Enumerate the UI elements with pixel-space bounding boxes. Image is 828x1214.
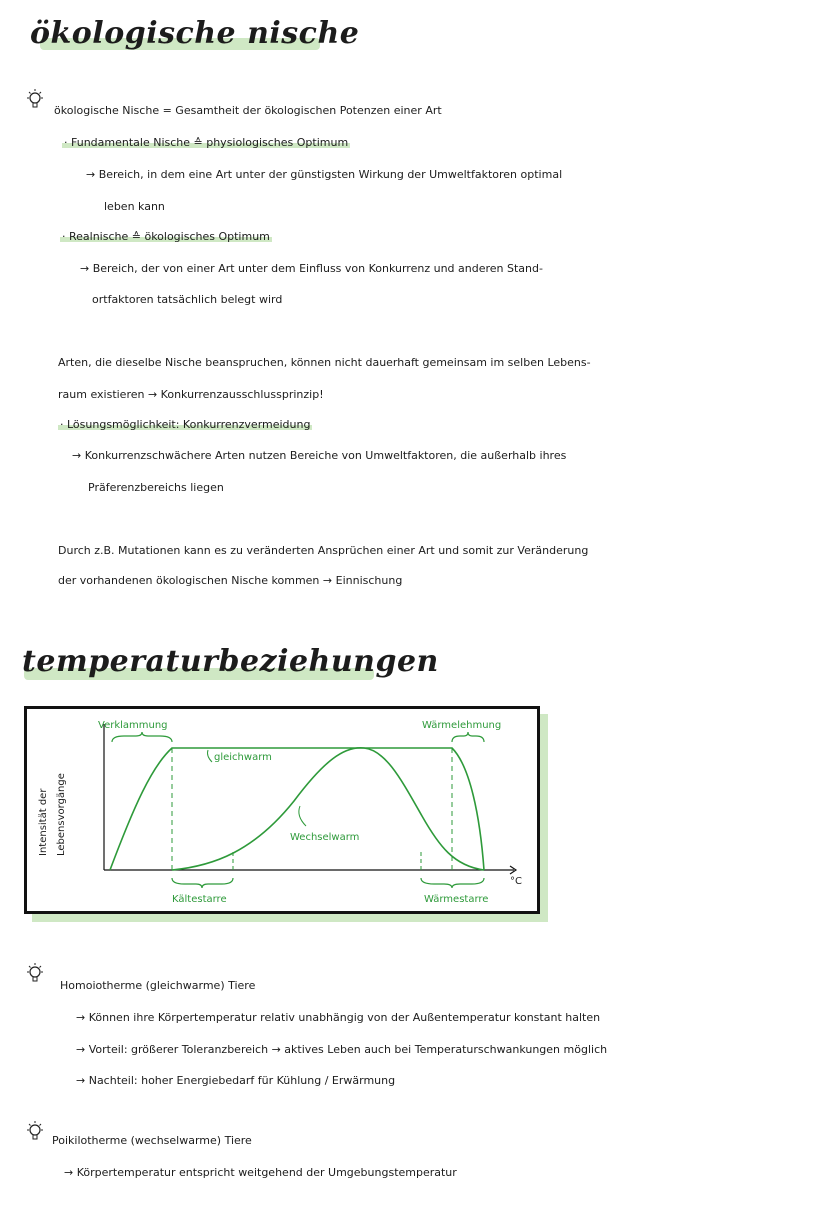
homoiotherm-title: Homoiotherme (gleichwarme) Tiere	[60, 979, 256, 992]
y-axis-label-1: Intensität der	[38, 788, 49, 856]
competition-text-2: raum existieren → Konkurrenzausschlussprinzip!	[58, 388, 324, 401]
label-wechselwarm: Wechselwarm	[290, 832, 360, 843]
realized-niche-text-1: → Bereich, der von einer Art unter dem Einfluss von Konkurrenz und anderen Stand-	[80, 262, 543, 275]
label-waermelehmung: Wärmelehmung	[422, 720, 502, 731]
fundamental-niche-text-1: → Bereich, in dem eine Art unter der günstigsten Wirkung der Umweltfaktoren optimal	[86, 168, 563, 181]
diagram-frame	[24, 706, 540, 914]
competition-text-1: Arten, die dieselbe Nische beanspruchen, können nicht dauerhaft gemeinsam im selben Lebens-	[58, 356, 591, 369]
homoiotherm-point-1: → Können ihre Körpertemperatur relativ unabhängig von der Außentemperatur konstant halten	[76, 1011, 601, 1024]
fundamental-niche-label: · Fundamentale Nische ≙ physiologisches Optimum	[64, 136, 349, 149]
solution-label: · Lösungsmöglichkeit: Konkurrenzvermeidung	[60, 418, 311, 431]
homoiotherm-point-2: → Vorteil: größerer Toleranzbereich → aktives Leben auch bei Temperaturschwankungen möglich	[76, 1043, 608, 1056]
poikilotherm-title: Poikilotherme (wechselwarme) Tiere	[52, 1134, 252, 1147]
temperature-diagram	[24, 706, 548, 922]
lightbulb-icon	[24, 88, 46, 112]
mutation-text-1: Durch z.B. Mutationen kann es zu veränderten Ansprüchen einer Art und somit zur Veränderung	[58, 544, 589, 557]
label-waermestarre: Wärmestarre	[424, 894, 489, 905]
mutation-text-2: der vorhandenen ökologischen Nische kommen → Einnischung	[58, 574, 403, 587]
label-gleichwarm: gleichwarm	[214, 752, 272, 763]
page-title: ökologische nische	[30, 16, 360, 51]
solution-text-2: Präferenzbereichs liegen	[88, 481, 224, 494]
realized-niche-label: · Realnische ≙ ökologisches Optimum	[62, 230, 270, 243]
niche-definition: ökologische Nische = Gesamtheit der ökologischen Potenzen einer Art	[54, 104, 442, 117]
lightbulb-icon	[24, 962, 46, 986]
realized-niche-text-2: ortfaktoren tatsächlich belegt wird	[92, 293, 283, 306]
solution-text-1: → Konkurrenzschwächere Arten nutzen Bereiche von Umweltfaktoren, die außerhalb ihres	[72, 449, 567, 462]
y-axis-label-2: Lebensvorgänge	[56, 773, 67, 856]
homoiotherm-curve	[110, 748, 484, 870]
lightbulb-icon	[24, 1120, 46, 1144]
x-axis-unit: °C	[510, 876, 522, 887]
section2-title: temperaturbeziehungen	[22, 644, 439, 679]
poikilotherm-point-1: → Körpertemperatur entspricht weitgehend der Umgebungstemperatur	[64, 1166, 457, 1179]
homoiotherm-point-3: → Nachteil: hoher Energiebedarf für Kühlung / Erwärmung	[76, 1074, 396, 1087]
fundamental-niche-text-2: leben kann	[104, 200, 165, 213]
label-kaeltestarre: Kältestarre	[172, 894, 227, 905]
label-verklammung: Verklammung	[98, 720, 168, 731]
poikilotherm-curve	[172, 748, 484, 870]
